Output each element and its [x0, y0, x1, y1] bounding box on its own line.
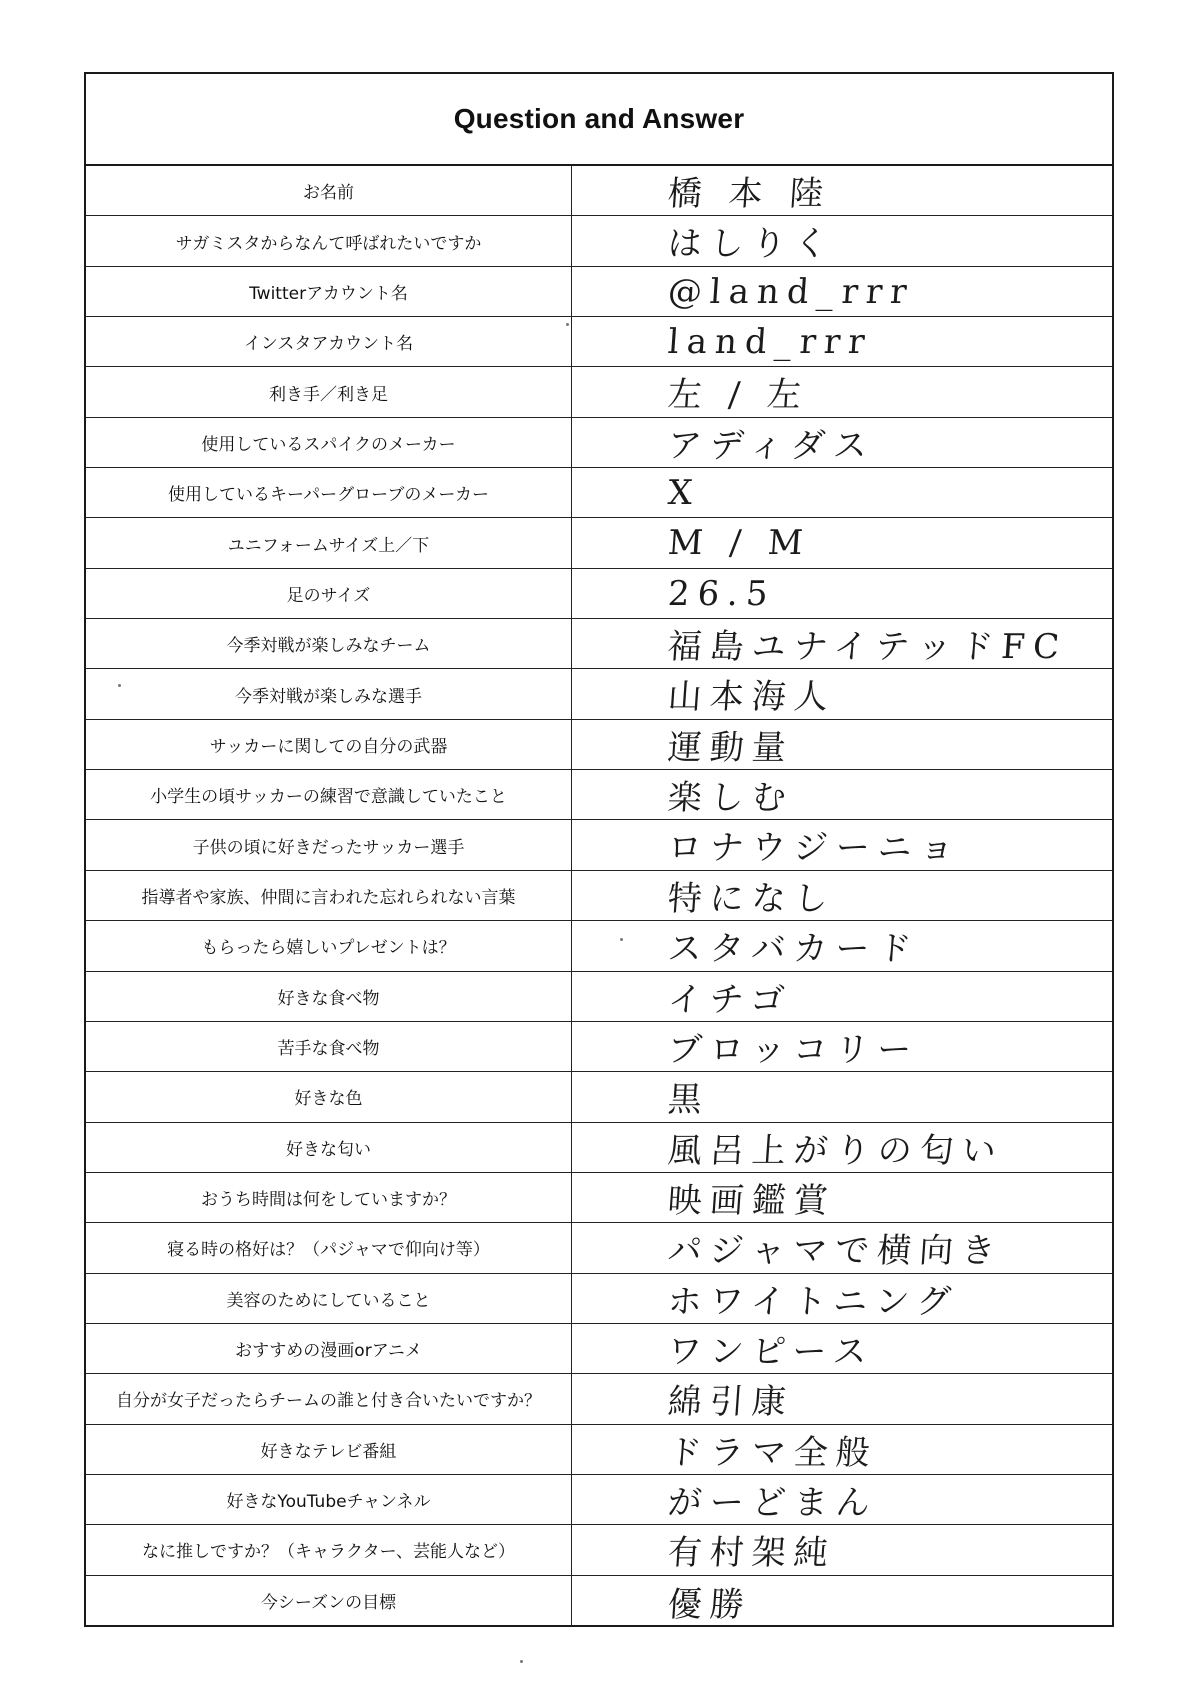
qa-row: [86, 619, 1112, 669]
handwritten-answer: ホワイトニング: [666, 1281, 961, 1322]
question-label: 好きな食べ物: [86, 972, 572, 1021]
question-label: 自分が女子だったらチームの誰と付き合いたいですか？: [86, 1374, 572, 1423]
handwritten-answer: 優勝: [666, 1584, 754, 1625]
handwritten-answer: パジャマで横向き: [666, 1231, 1005, 1272]
scan-speck: [520, 1660, 523, 1663]
qa-row: [86, 1173, 1112, 1223]
handwritten-answer: 運動量: [666, 727, 796, 768]
qa-row: [86, 216, 1112, 266]
scan-speck: [620, 938, 623, 941]
question-label: 今季対戦が楽しみな選手: [86, 669, 572, 718]
qa-row: [86, 770, 1112, 820]
qa-row: [86, 1576, 1112, 1626]
question-label: サッカーに関しての自分の武器: [86, 720, 572, 769]
handwritten-answer: 風呂上がりの匂い: [666, 1130, 1006, 1171]
qa-row: [86, 871, 1112, 921]
question-label: 使用しているスパイクのメーカー: [86, 418, 572, 467]
qa-row: [86, 267, 1112, 317]
qa-row: [86, 669, 1112, 719]
handwritten-answer: がーどまん: [666, 1483, 880, 1524]
handwritten-answer: 黒: [666, 1080, 712, 1121]
qa-row: [86, 972, 1112, 1022]
question-label: なに推しですか？（キャラクター、芸能人など）: [86, 1525, 572, 1574]
qa-row: [86, 569, 1112, 619]
sheet-title: Question and Answer: [453, 103, 745, 134]
qa-row: [86, 317, 1112, 367]
question-label: 指導者や家族、仲間に言われた忘れられない言葉: [86, 871, 572, 920]
handwritten-answer: ブロッコリー: [666, 1030, 921, 1071]
scan-speck: [566, 323, 569, 326]
handwritten-answer: 山本海人: [666, 677, 838, 718]
handwritten-answer: スタバカード: [666, 929, 921, 970]
handwritten-answer: ワンピース: [666, 1332, 877, 1373]
qa-row: [86, 720, 1112, 770]
question-label: 好きな匂い: [86, 1123, 572, 1172]
handwritten-answer: ドラマ全般: [666, 1432, 880, 1473]
handwritten-answer: はしりく: [666, 224, 838, 265]
handwritten-answer: 映画鑑賞: [666, 1181, 838, 1222]
question-label: 寝る時の格好は？（パジャマで仰向け等）: [86, 1223, 572, 1272]
question-label: 今季対戦が楽しみなチーム: [86, 619, 572, 668]
qa-row: [86, 1425, 1112, 1475]
questionnaire-sheet: [84, 72, 1114, 1627]
handwritten-answer: ロナウジーニョ: [666, 828, 964, 869]
qa-row: [86, 1374, 1112, 1424]
qa-row: [86, 166, 1112, 216]
qa-row: [86, 518, 1112, 568]
question-label: 足のサイズ: [86, 569, 572, 618]
qa-row: [86, 1475, 1112, 1525]
question-label: インスタアカウント名: [86, 317, 572, 366]
qa-row: [86, 1123, 1112, 1173]
qa-row: [86, 367, 1112, 417]
handwritten-answer: 左 / 左: [666, 375, 811, 416]
qa-row: [86, 1274, 1112, 1324]
question-label: 苦手な食べ物: [86, 1022, 572, 1071]
question-label: 美容のためにしていること: [86, 1274, 572, 1323]
question-label: 子供の頃に好きだったサッカー選手: [86, 820, 572, 869]
question-label: 好きな色: [86, 1072, 572, 1121]
title-row: [86, 74, 1112, 166]
qa-table: [86, 166, 1112, 1626]
handwritten-answer: 橋 本 陸: [666, 174, 833, 215]
qa-row: [86, 1525, 1112, 1575]
handwritten-answer: 26.5: [666, 573, 778, 614]
question-label: おすすめの漫画orアニメ: [86, 1324, 572, 1373]
handwritten-answer: 綿引康: [666, 1382, 796, 1423]
qa-row: [86, 1072, 1112, 1122]
qa-row: [86, 820, 1112, 870]
question-label: 小学生の頃サッカーの練習で意識していたこと: [86, 770, 572, 819]
question-label: 利き手／利き足: [86, 367, 572, 416]
handwritten-answer: イチゴ: [666, 979, 794, 1020]
qa-row: [86, 1223, 1112, 1273]
scan-speck: [118, 684, 121, 687]
handwritten-answer: 有村架純: [666, 1533, 838, 1574]
handwritten-answer: 特になし: [666, 878, 838, 919]
question-label: おうち時間は何をしていますか？: [86, 1173, 572, 1222]
question-label: サガミスタからなんて呼ばれたいですか: [86, 216, 572, 265]
qa-row: [86, 418, 1112, 468]
handwritten-answer: 楽しむ: [666, 778, 796, 819]
question-label: 好きなテレビ番組: [86, 1425, 572, 1474]
handwritten-answer: 福島ユナイテッドFC: [666, 627, 1069, 668]
handwritten-answer: アディダス: [666, 425, 877, 466]
qa-row: [86, 468, 1112, 518]
qa-row: [86, 921, 1112, 971]
question-label: ユニフォームサイズ上／下: [86, 518, 572, 567]
handwritten-answer: M / M: [666, 523, 813, 564]
qa-row: [86, 1324, 1112, 1374]
handwritten-answer: X: [666, 472, 702, 513]
handwritten-answer: @land_rrr: [666, 271, 916, 312]
handwritten-answer: land_rrr: [666, 321, 874, 362]
question-label: 好きなYouTubeチャンネル: [86, 1475, 572, 1524]
question-label: お名前: [86, 166, 572, 215]
question-label: 使用しているキーパーグローブのメーカー: [86, 468, 572, 517]
question-label: もらったら嬉しいプレゼントは？: [86, 921, 572, 970]
qa-row: [86, 1022, 1112, 1072]
question-label: Twitterアカウント名: [86, 267, 572, 316]
question-label: 今シーズンの目標: [86, 1576, 572, 1626]
